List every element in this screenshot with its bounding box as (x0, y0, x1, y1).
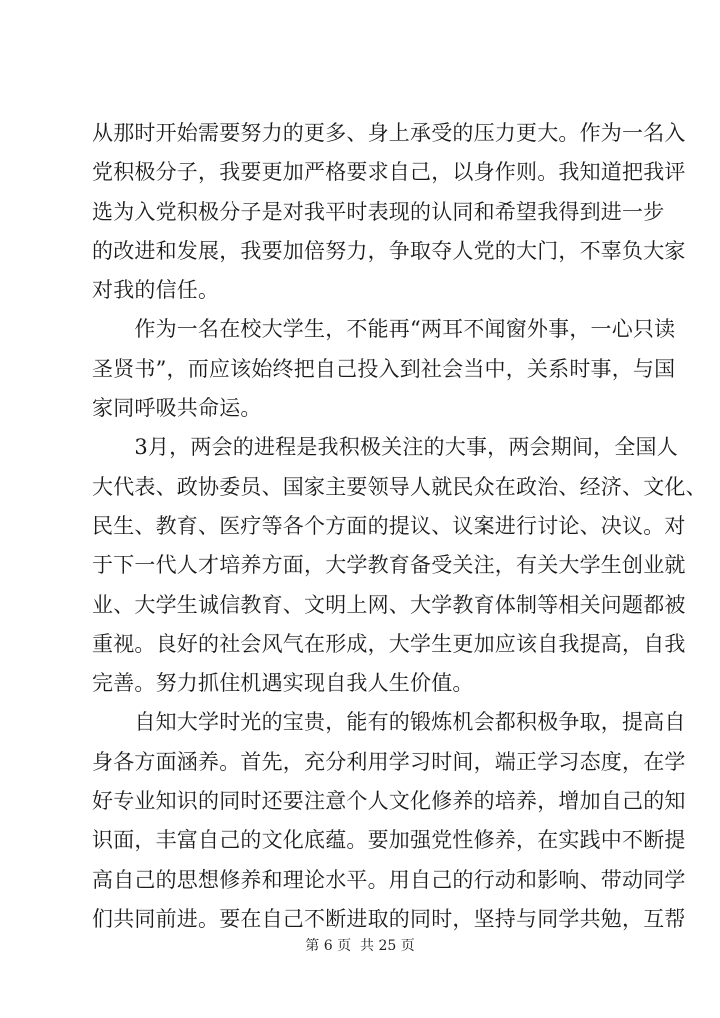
page-footer (0, 936, 720, 956)
text-line: 重视。良好的社会风气在形成，大学生更加应该自我提高，自我 (92, 631, 686, 656)
text-line: 们共同前进。要在自己不断进取的同时，坚持与同学共勉，互帮 (92, 906, 686, 931)
text-line: 从那时开始需要努力的更多、身上承受的压力更大。作为一名入 (92, 121, 686, 145)
text-line: 完善。努力抓住机遇实现自我人生价值。 (92, 671, 474, 696)
text-line: 作为一名在校大学生，不能再“两耳不闻窗外事，一心只读 (92, 317, 676, 342)
text-line: 于下一代人才培养方面，大学教育备受关注，有关大学生创业就 (92, 553, 686, 578)
text-line: 民生、教育、医疗等各个方面的提议、议案进行讨论、决议。对 (92, 513, 686, 538)
text-line: 党积极分子，我要更加严格要求自己，以身作则。我知道把我评 (92, 160, 686, 185)
text-line: 的改进和发展，我要加倍努力，争取夺人党的大门，不辜负大家 (92, 238, 686, 263)
text-line: 身各方面涵养。首先，充分利用学习时间，端正学习态度，在学 (92, 749, 686, 774)
text-line: 家同呼吸共命运。 (92, 396, 262, 421)
text-line: 好专业知识的同时还要注意个人文化修养的培养，增加自己的知 (92, 789, 686, 814)
text-line: 3月，两会的进程是我积极关注的大事，两会期间，全国人 (92, 435, 678, 460)
text-line: 对我的信任。 (92, 278, 220, 303)
page-number: 第 6 页 共 25 页 (305, 938, 415, 954)
body-text (92, 114, 707, 939)
text-line: 业、大学生诚信教育、文明上网、大学教育体制等相关问题都被 (92, 592, 686, 617)
text-line: 自知大学时光的宝贵，能有的锻炼机会都积极争取，提高自 (92, 710, 686, 735)
text-line: 选为入党积极分子是对我平时表现的认同和希望我得到进一步 (92, 199, 665, 224)
text-line: 高自己的思想修养和理论水平。用自己的行动和影响、带动同学 (92, 867, 686, 892)
text-line: 圣贤书”，而应该始终把自己投入到社会当中，关系时事，与国 (92, 356, 676, 381)
text-line: 识面，丰富自己的文化底蕴。要加强党性修养，在实践中不断提 (92, 828, 686, 853)
text-line: 大代表、政协委员、国家主要领导人就民众在政治、经济、文化、 (92, 474, 707, 499)
